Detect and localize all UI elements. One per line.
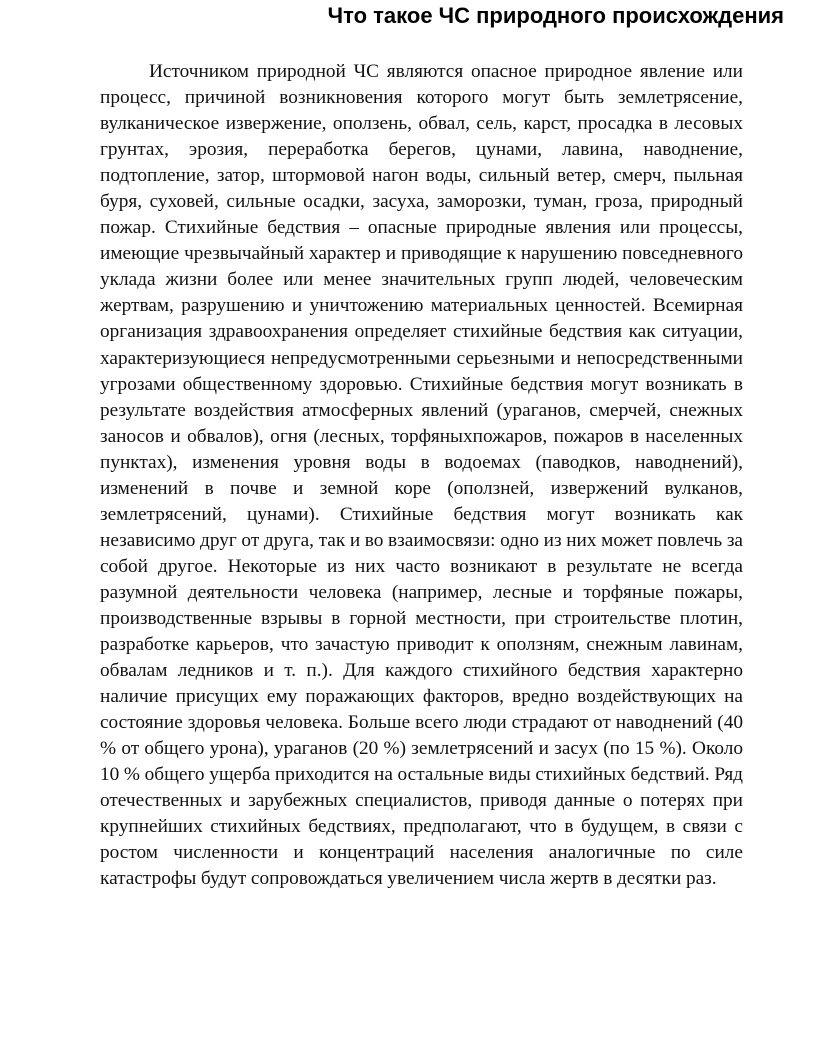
body-paragraph: Источником природной ЧС являются опасное природное явление или процесс, причиной возникновения которого могут быть землетрясение, вулканическое извержение, оползень, обвал, сель, карст, просадка в лесовых грунтах, эрозия, переработка берегов, цунами, лавина, наводнение, подтопление, затор, штормовой нагон воды, сильный ветер, смерч, пыльная буря, суховей, сильные осадки, засуха, заморозки, туман, гроза, природный пожар. Стихийные бедствия – опасные природные явления или процессы, имеющие чрезвычайный характер и приводящие к нарушению повседневного уклада жизни более или менее значительных групп людей, человеческим жертвам, разрушению и уничтожению материальных ценностей. Всемирная организация здравоохранения определяет стихийные бедствия как ситуации, характеризующиеся непредусмотренными серьезными и непосредственными угрозами общественному здоровью. Стихийные бедствия могут возникать в результате воздействия атмосферных явлений (ураганов, смерчей, снежных заносов и обвалов), огня (лесных, торфяныхпожаров, пожаров в населенных пунктах), изменения уровня воды в водоемах (паводков, наводнений), изменений в почве и земной коре (оползней, извержений вулканов, землетрясений, цунами). Стихийные бедствия могут возникать как независимо друг от друга, так и во взаимосвязи: одно из них может повлечь за собой другое. Некоторые из них часто возникают в результате не всегда разумной деятельности человека (например, лесные и торфяные пожары, производственные взрывы в горной местности, при строительстве плотин, разработке карьеров, что зачастую приводит к оползням, снежным лавинам, обвалам ледников и т. п.). Для каждого стихийного бедствия характерно наличие присущих ему поражающих факторов, вредно воздействующих на состояние здоровья человека. Больше всего люди страдают от наводнений (40 % от общего урона), ураганов (20 %) землетрясений и засух (по 15 %). Около 10 % общего ущерба приходится на остальные виды стихийных бедствий. Ряд отечественных и зарубежных специалистов, приводя данные о потерях при крупнейших стихийных бедствиях, предполагают, что в будущем, в связи с ростом численности и концентраций населения аналогичные по силе катастрофы будут сопровождаться увеличением числа жертв в десятки раз. bbox=[100, 61, 743, 890]
page-title: Что такое ЧС природного происхождения bbox=[327, 3, 784, 28]
